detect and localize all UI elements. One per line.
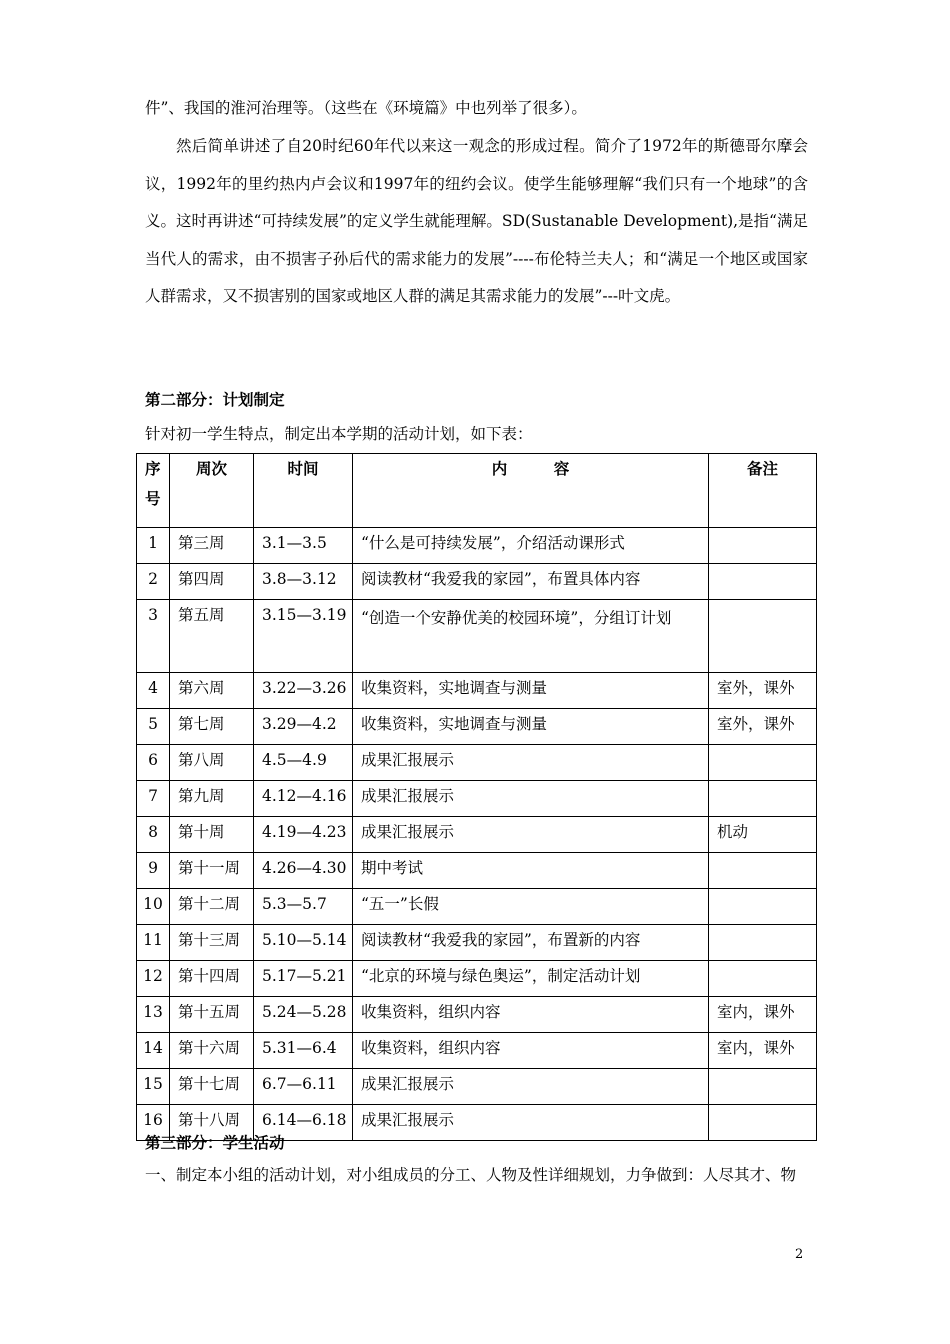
cell-content: 收集资料，组织内容 xyxy=(353,997,709,1033)
cell-index: 11 xyxy=(137,925,170,961)
section-3-paragraph: 一、制定本小组的活动计划，对小组成员的分工、人物及性详细规划，力争做到：人尽其才、物 xyxy=(145,1166,797,1184)
cell-week: 第八周 xyxy=(170,745,254,781)
header-week: 周次 xyxy=(170,454,254,528)
activity-plan-table xyxy=(136,453,817,1141)
cell-time: 4.5—4.9 xyxy=(254,745,353,781)
cell-note xyxy=(709,528,817,564)
cell-week: 第四周 xyxy=(170,564,254,600)
cell-note xyxy=(709,1069,817,1105)
cell-time: 3.1—3.5 xyxy=(254,528,353,564)
cell-week: 第十八周 xyxy=(170,1105,254,1141)
cell-time: 3.29—4.2 xyxy=(254,709,353,745)
cell-week: 第十七周 xyxy=(170,1069,254,1105)
cell-content: 阅读教材“我爱我的家园”，布置具体内容 xyxy=(353,564,709,600)
cell-index: 2 xyxy=(137,564,170,600)
cell-week: 第十三周 xyxy=(170,925,254,961)
cell-time: 4.19—4.23 xyxy=(254,817,353,853)
cell-content: 成果汇报展示 xyxy=(353,817,709,853)
cell-index: 6 xyxy=(137,745,170,781)
cell-time: 6.7—6.11 xyxy=(254,1069,353,1105)
cell-content: “创造一个安静优美的校园环境”，分组订计划 xyxy=(353,600,709,673)
table-row xyxy=(137,997,817,1033)
cell-time: 5.24—5.28 xyxy=(254,997,353,1033)
table-row xyxy=(137,1069,817,1105)
cell-note: 室内，课外 xyxy=(709,997,817,1033)
cell-note xyxy=(709,564,817,600)
cell-index: 10 xyxy=(137,889,170,925)
section-2-heading: 第二部分：计划制定 xyxy=(145,390,285,409)
cell-content: “五一”长假 xyxy=(353,889,709,925)
cell-content: 收集资料，组织内容 xyxy=(353,1033,709,1069)
table-row xyxy=(137,961,817,997)
cell-index: 12 xyxy=(137,961,170,997)
cell-time: 3.22—3.26 xyxy=(254,673,353,709)
cell-index: 9 xyxy=(137,853,170,889)
cell-note xyxy=(709,925,817,961)
header-index: 序号 xyxy=(137,454,170,528)
cell-content: “北京的环境与绿色奥运”，制定活动计划 xyxy=(353,961,709,997)
cell-index: 14 xyxy=(137,1033,170,1069)
cell-week: 第六周 xyxy=(170,673,254,709)
table-row xyxy=(137,709,817,745)
cell-time: 3.15—3.19 xyxy=(254,600,353,673)
cell-week: 第十一周 xyxy=(170,853,254,889)
cell-content: 成果汇报展示 xyxy=(353,781,709,817)
cell-week: 第九周 xyxy=(170,781,254,817)
table-row xyxy=(137,925,817,961)
cell-index: 8 xyxy=(137,817,170,853)
cell-time: 4.26—4.30 xyxy=(254,853,353,889)
section-2-intro: 针对初一学生特点，制定出本学期的活动计划，如下表： xyxy=(145,425,533,443)
cell-content: 期中考试 xyxy=(353,853,709,889)
section-3-heading: 第三部分：学生活动 xyxy=(145,1133,285,1152)
cell-week: 第三周 xyxy=(170,528,254,564)
table-row xyxy=(137,781,817,817)
header-time: 时间 xyxy=(254,454,353,528)
cell-week: 第七周 xyxy=(170,709,254,745)
cell-week: 第十六周 xyxy=(170,1033,254,1069)
cell-index: 13 xyxy=(137,997,170,1033)
paragraph-intro-end: 件”、我国的淮河治理等。（这些在《环境篇》中也列举了很多）。 xyxy=(145,99,587,117)
paragraph-history: 然后简单讲述了自20时纪60年代以来这一观念的形成过程。简介了1972年的斯德哥尔摩会议，1992年的里约热内卢会议和1997年的纽约会议。使学生能够理解“我们只有一个地球”的含义。这时再讲述“可持续发展”的定义学生就能理解。SD(Sustanable Development),是指“满足当代人的需求，由不损害子孙后代的需求能力的发展”----布伦特兰夫人；和“满足一个地区或国家人群需求，又不损害别的国家或地区人群的满足其需求能力的发展”---叶文虎。 xyxy=(145,137,808,305)
cell-content: 收集资料，实地调查与测量 xyxy=(353,709,709,745)
header-note: 备注 xyxy=(709,454,817,528)
table-row xyxy=(137,600,817,673)
cell-week: 第十二周 xyxy=(170,889,254,925)
cell-content: 成果汇报展示 xyxy=(353,1105,709,1141)
cell-index: 3 xyxy=(137,600,170,673)
cell-note xyxy=(709,961,817,997)
cell-note xyxy=(709,781,817,817)
table-row xyxy=(137,528,817,564)
cell-week: 第十周 xyxy=(170,817,254,853)
cell-content: 阅读教材“我爱我的家园”，布置新的内容 xyxy=(353,925,709,961)
table-row xyxy=(137,817,817,853)
cell-time: 6.14—6.18 xyxy=(254,1105,353,1141)
cell-index: 4 xyxy=(137,673,170,709)
table-row xyxy=(137,1033,817,1069)
cell-index: 1 xyxy=(137,528,170,564)
table-row xyxy=(137,564,817,600)
page-number: 2 xyxy=(795,1247,804,1262)
cell-note: 室外，课外 xyxy=(709,673,817,709)
cell-content: 成果汇报展示 xyxy=(353,1069,709,1105)
cell-index: 16 xyxy=(137,1105,170,1141)
cell-content: “什么是可持续发展”，介绍活动课形式 xyxy=(353,528,709,564)
cell-content: 收集资料，实地调查与测量 xyxy=(353,673,709,709)
cell-time: 4.12—4.16 xyxy=(254,781,353,817)
cell-time: 5.3—5.7 xyxy=(254,889,353,925)
cell-time: 5.31—6.4 xyxy=(254,1033,353,1069)
cell-index: 5 xyxy=(137,709,170,745)
table-row xyxy=(137,889,817,925)
cell-note xyxy=(709,1105,817,1141)
cell-index: 7 xyxy=(137,781,170,817)
cell-week: 第十四周 xyxy=(170,961,254,997)
header-content: 内 容 xyxy=(353,454,709,528)
cell-note: 机动 xyxy=(709,817,817,853)
cell-note xyxy=(709,853,817,889)
cell-content: 成果汇报展示 xyxy=(353,745,709,781)
cell-week: 第十五周 xyxy=(170,997,254,1033)
cell-time: 3.8—3.12 xyxy=(254,564,353,600)
cell-note xyxy=(709,889,817,925)
table-row xyxy=(137,745,817,781)
cell-index: 15 xyxy=(137,1069,170,1105)
table-row xyxy=(137,673,817,709)
table-header-row xyxy=(137,454,817,528)
cell-note: 室内，课外 xyxy=(709,1033,817,1069)
cell-time: 5.10—5.14 xyxy=(254,925,353,961)
cell-note: 室外，课外 xyxy=(709,709,817,745)
cell-note xyxy=(709,745,817,781)
table-row xyxy=(137,853,817,889)
cell-note xyxy=(709,600,817,673)
cell-time: 5.17—5.21 xyxy=(254,961,353,997)
cell-week: 第五周 xyxy=(170,600,254,673)
